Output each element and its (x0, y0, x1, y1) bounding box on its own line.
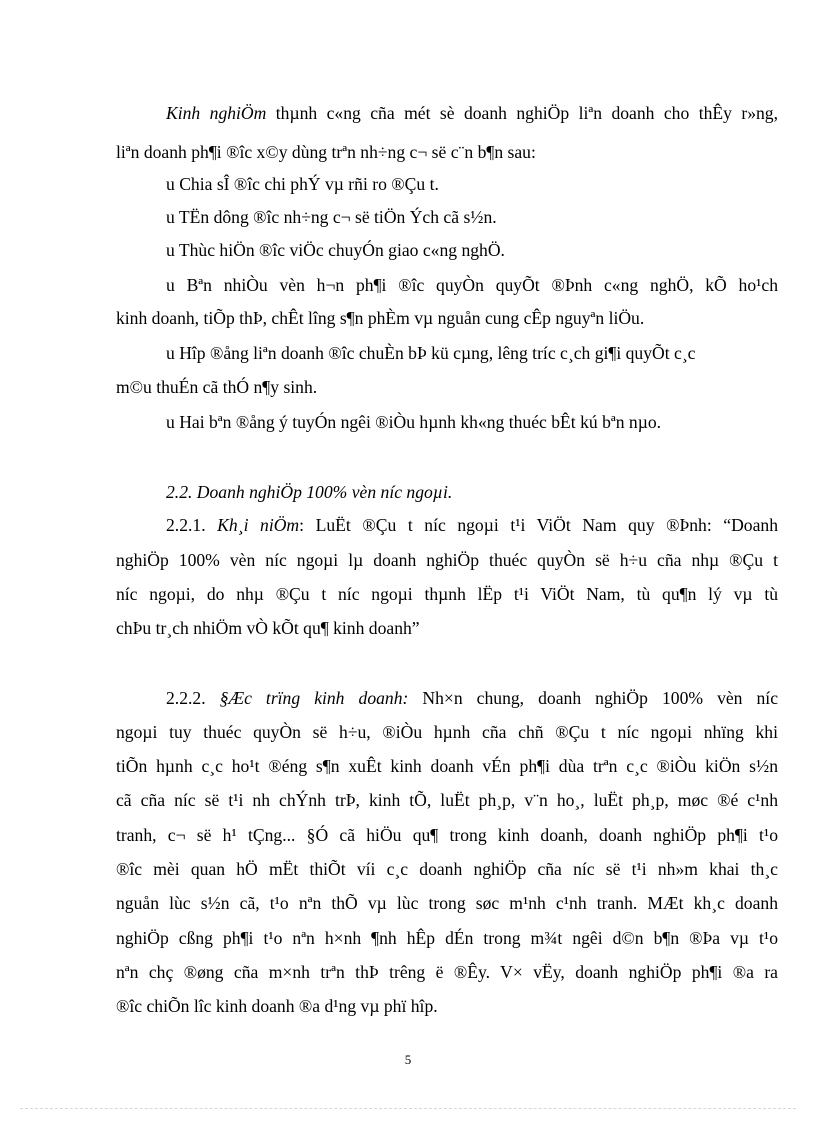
section-2-2-2-line: ®îc chiÕn lîc kinh doanh ®a d¹ng vµ phï hîp. (116, 996, 438, 1016)
paragraph-intro-line-1: Kinh nghiÖm thµnh c«ng cña mét sè doanh nghiÖp liªn doanh cho thÊy r»ng, (166, 103, 778, 123)
section-number: 2.2.1. (166, 515, 218, 535)
section-label: §Æc trïng kinh doanh: (219, 688, 409, 708)
section-2-2-2-line: nguån lùc s½n cã, t¹o nªn thÕ vµ lùc trong søc m¹nh c¹nh tranh. MÆt kh¸c doanh (116, 893, 778, 913)
bullet-item: u Hîp ®ång liªn doanh ®îc chuÈn bÞ kü cµng, lêng tríc c¸ch gi¶i quyÕt c¸c (166, 343, 696, 363)
section-2-2-1-line-4: chÞu tr¸ch nhiÖm vÒ kÕt qu¶ kinh doanh” (116, 618, 420, 638)
page-number: 5 (404, 1052, 412, 1067)
section-2-2-2-line: nghiÖp cßng ph¶i t¹o nªn h×nh ¶nh hÊp dÉn trong m¾t ngêi d©n b¶n ®Þa vµ t¹o (116, 928, 778, 948)
bullet-item: u TËn dông ®îc nh÷ng c¬ së tiÖn Ých cã s½n. (166, 207, 497, 227)
bullet-item: u Chia sÎ ®îc chi phÝ vµ rñi ro ®Çu t. (166, 174, 439, 194)
section-2-2-1-line-1: 2.2.1. Kh¸i niÖm: LuËt ®Çu t níc ngoµi t¹i ViÖt Nam quy ®Þnh: “Doanh (166, 515, 778, 535)
bullet-item-continuation: kinh doanh, tiÕp thÞ, chÊt lîng s¶n phÈm vµ nguån cung cÊp nguyªn liÖu. (116, 308, 645, 328)
section-2-2-1-line-3: níc ngoµi, do nhµ ®Çu t níc ngoµi thµnh lËp t¹i ViÖt Nam, tù qu¶n lý vµ tù (116, 584, 778, 604)
bullet-item: u Bªn nhiÒu vèn h¬n ph¶i ®îc quyÒn quyÕt ®Þnh c«ng nghÖ, kÕ ho¹ch (166, 275, 778, 295)
section-2-2-2-line: nªn chç ®øng cña m×nh trªn thÞ trêng ë ®Êy. V× vËy, doanh nghiÖp ph¶i ®a ra (116, 962, 778, 982)
section-2-2-2-line: tranh, c¬ së h¹ tÇng... §Ó cã hiÖu qu¶ trong kinh doanh, doanh nghiÖp ph¶i t¹o (116, 825, 778, 845)
section-2-2-2-line: ®îc mèi quan hÖ mËt thiÕt víi c¸c doanh nghiÖp cña níc së t¹i nh»m khai th¸c (116, 859, 778, 879)
section-heading-2-2: 2.2. Doanh nghiÖp 100% vèn níc ngoµi. (166, 482, 453, 502)
bullet-item-continuation: m©u thuÉn cã thÓ n¶y sinh. (116, 377, 318, 397)
section-2-2-2-line: tiÕn hµnh c¸c ho¹t ®éng s¶n xuÊt kinh doanh vÉn ph¶i dùa trªn c¸c ®iÒu kiÖn s½n (116, 756, 778, 776)
paragraph-intro-line-2: liªn doanh ph¶i ®îc x©y dùng trªn nh÷ng c¬ së c¨n b¶n sau: (116, 142, 536, 162)
section-number: 2.2.2. (166, 688, 220, 708)
bullet-item: u Hai bªn ®ång ý tuyÓn ngêi ®iÒu hµnh kh«ng thuéc bÊt kú bªn nµo. (166, 412, 662, 432)
page-bottom-divider (20, 1108, 796, 1109)
section-2-2-2-line-1: 2.2.2. §Æc trïng kinh doanh: Nh×n chung, doanh nghiÖp 100% vèn níc (166, 688, 778, 708)
section-2-2-2-line: ngoµi tuy thuéc quyÒn së h÷u, ®iÒu hµnh cña chñ ®Çu t níc ngoµi nhïng khi (116, 722, 778, 742)
section-label: Kh¸i niÖm (217, 515, 300, 535)
section-2-2-1-line-2: nghiÖp 100% vèn níc ngoµi lµ doanh nghiÖp thuéc quyÒn së h÷u cña nhµ ®Çu t (116, 550, 778, 570)
emphasis-kinh-nghiem: Kinh nghiÖm (166, 103, 267, 123)
bullet-item: u Thùc hiÖn ®îc viÖc chuyÓn giao c«ng nghÖ. (166, 240, 505, 260)
section-2-2-2-line: cã cña níc së t¹i nh chÝnh trÞ, kinh tÕ, luËt ph¸p, v¨n ho¸, luËt ph¸p, møc ®é c¹nh (116, 790, 778, 810)
